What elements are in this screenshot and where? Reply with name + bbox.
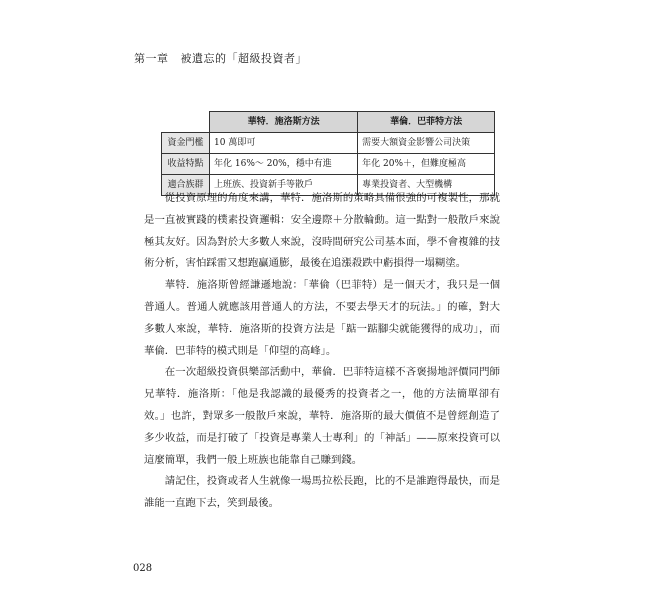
table-cell-buffett: 需要大額資金影響公司決策 [358,133,495,154]
table-row [162,154,495,175]
table-cell-buffett: 專業投資者、大型機構 [358,175,495,196]
row-header-cell: 收益特點 [162,154,210,175]
running-header [134,50,307,66]
paragraph: 在一次超級投資俱樂部活動中，華倫．巴菲特這樣不吝褒揚地評價同門師兄華特．施洛斯：「他是我認識的最優秀的投資者之一，他的方法簡單卻有效。」也許，對眾多一般散戶來說，華特．施洛斯的最大價值不是曾經創造了多少收益，而是打破了「投資是專業人士專利」的「神話」——原來投資可以這麼簡單，我們一般上班族也能靠自己賺到錢。 [144,366,500,466]
row-header-cell: 資金門檻 [162,133,210,154]
chapter-label: 第一章 [134,52,169,65]
column-header-schloss: 華特．施洛斯方法 [210,112,358,133]
chapter-title: 被遺忘的「超級投資者」 [180,52,307,65]
comparison-table [161,111,495,196]
table-cell-schloss: 上班族、投資新手等散戶 [210,175,358,196]
table-corner-cell [162,112,210,133]
body-text [144,188,500,515]
table-cell-schloss: 年化 16%～ 20%，穩中有進 [210,154,358,175]
page-number: 028 [133,563,153,574]
table-row [162,133,495,154]
table-cell-schloss: 10 萬即可 [210,133,358,154]
paragraph: 從投資原理的角度來講，華特．施洛斯的策略具備很強的可複製性，那就是一直被實踐的樸素投資邏輯：安全邊際＋分散輪動。這一點對一般散戶來說極其友好。因為對於大多數人來說，沒時間研究公司基本面，學不會複雜的技術分析，害怕踩雷又想跑贏通膨，最後在追漲殺跌中虧損得一塌糊塗。 [144,192,500,270]
table-header-row [162,112,495,133]
row-header-cell: 適合族群 [162,175,210,196]
paragraph: 華特．施洛斯曾經謙遜地說：「華倫（巴菲特）是一個天才，我只是一個普通人。普通人就應該用普通人的方法，不要去學天才的玩法。」的確，對大多數人來說，華特．施洛斯的投資方法是「踮一踮腳尖就能獲得的成功」，而華倫．巴菲特的模式則是「仰望的高峰」。 [144,279,500,357]
paragraph: 請記住，投資或者人生就像一場馬拉松長跑，比的不是誰跑得最快，而是誰能一直跑下去，笑到最後。 [144,475,500,510]
column-header-buffett: 華倫．巴菲特方法 [358,112,495,133]
table-cell-buffett: 年化 20%＋，但難度極高 [358,154,495,175]
